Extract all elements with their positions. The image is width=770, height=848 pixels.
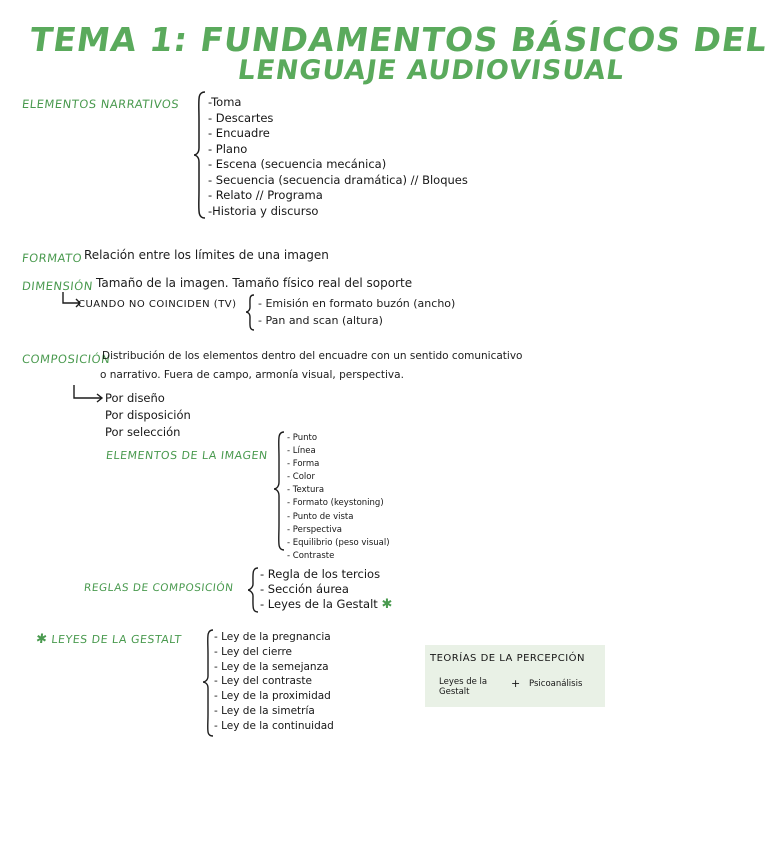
list-item: - Ley de la pregnancia — [214, 631, 331, 643]
list-item: - Plano — [208, 141, 248, 156]
list-item: - Secuencia (secuencia dramática) // Bloques — [208, 172, 468, 187]
list-item: - Forma — [287, 459, 320, 470]
list-item: - Ley de la simetría — [214, 704, 315, 717]
asterisk-icon: ✱ — [35, 632, 49, 647]
dimension-text: Tamaño de la imagen. Tamaño físico real del soporte — [96, 276, 413, 290]
brace-icon — [201, 628, 215, 740]
teorias-left-line2: Gestalt — [439, 687, 470, 697]
section-heading-leyes — [35, 632, 182, 647]
list-item: - Relato // Programa — [208, 188, 323, 202]
formato-text: Relación entre los límites de una imagen — [84, 248, 329, 262]
list-item: - Pan and scan (altura) — [258, 314, 383, 327]
composicion-text-line1: Distribución de los elementos dentro del encuadre con un sentido comunicativo — [102, 350, 523, 362]
list-item: - Regla de los tercios — [260, 567, 381, 581]
plus-icon: + — [511, 677, 521, 690]
section-heading-composicion: COMPOSICIÓN — [21, 352, 112, 366]
list-item: - Contraste — [287, 550, 335, 561]
list-item: -Toma — [208, 95, 242, 109]
section-heading-elementos-imagen: ELEMENTOS DE LA IMAGEN — [105, 449, 269, 462]
list-item: - Escena (secuencia mecánica) — [208, 157, 387, 171]
composicion-text-line2: o narrativo. Fuera de campo, armonía visual, perspectiva. — [100, 369, 404, 381]
teorias-heading: TEORÍAS DE LA PERCEPCIÓN — [430, 653, 585, 664]
list-item-label: - Leyes de la Gestalt — [260, 597, 378, 611]
list-item: - Formato (keystoning) — [287, 498, 384, 509]
list-item: - Línea — [287, 446, 316, 457]
list-composicion-por — [105, 390, 191, 441]
list-item: - Emisión en formato buzón (ancho) — [258, 297, 456, 310]
brace-icon — [246, 566, 260, 616]
list-item: - Punto — [287, 433, 318, 443]
teorias-box — [425, 645, 605, 707]
brace-icon — [244, 293, 256, 333]
list-item: Por disposición — [105, 408, 191, 422]
dimension-sub-label: CUANDO NO COINCIDEN (TV) — [78, 299, 237, 310]
list-item: - Ley del cierre — [214, 645, 293, 658]
page-title-line2: LENGUAJE AUDIOVISUAL — [235, 55, 627, 86]
list-item: - Color — [287, 472, 315, 483]
list-item: - Punto de vista — [287, 511, 354, 522]
brace-icon — [272, 430, 286, 552]
section-heading-formato: FORMATO — [21, 251, 83, 265]
leyes-heading-label: LEYES DE LA GESTALT — [50, 633, 183, 646]
list-dimension-options — [258, 295, 455, 329]
list-item: -Historia y discurso — [208, 203, 319, 218]
arrow-icon — [70, 384, 106, 404]
asterisk-icon: ✱ — [381, 597, 393, 612]
list-item: - Equilibrio (peso visual) — [287, 537, 390, 548]
section-heading-dimension: DIMENSIÓN — [21, 279, 94, 293]
section-heading-reglas: REGLAS DE COMPOSICIÓN — [83, 582, 235, 594]
list-item: - Ley de la semejanza — [214, 660, 329, 673]
list-item: - Sección áurea — [260, 582, 349, 596]
brace-icon — [193, 90, 207, 220]
teorias-left — [439, 677, 487, 697]
page-title-line1: TEMA 1: FUNDAMENTOS BÁSICOS DEL — [27, 20, 770, 59]
list-item: - Textura — [287, 485, 325, 496]
list-item: - Ley del contraste — [214, 675, 312, 688]
list-item: Por diseño — [105, 391, 165, 405]
list-item: Por selección — [105, 425, 181, 439]
list-reglas — [260, 567, 392, 612]
list-elementos-imagen — [287, 432, 390, 563]
list-leyes-gestalt — [214, 630, 334, 734]
teorias-left-line1: Leyes de la — [439, 677, 488, 687]
list-item: - Perspectiva — [287, 524, 342, 535]
list-elementos-narrativos — [208, 95, 468, 219]
list-item: - Ley de la proximidad — [214, 690, 331, 703]
list-item: - Ley de la continuidad — [214, 719, 334, 732]
list-item: - Descartes — [208, 110, 274, 125]
section-heading-elementos-narrativos: ELEMENTOS NARRATIVOS — [21, 97, 180, 111]
list-item: - Encuadre — [208, 126, 270, 140]
teorias-right: Psicoanálisis — [529, 679, 583, 689]
list-item — [260, 597, 392, 612]
